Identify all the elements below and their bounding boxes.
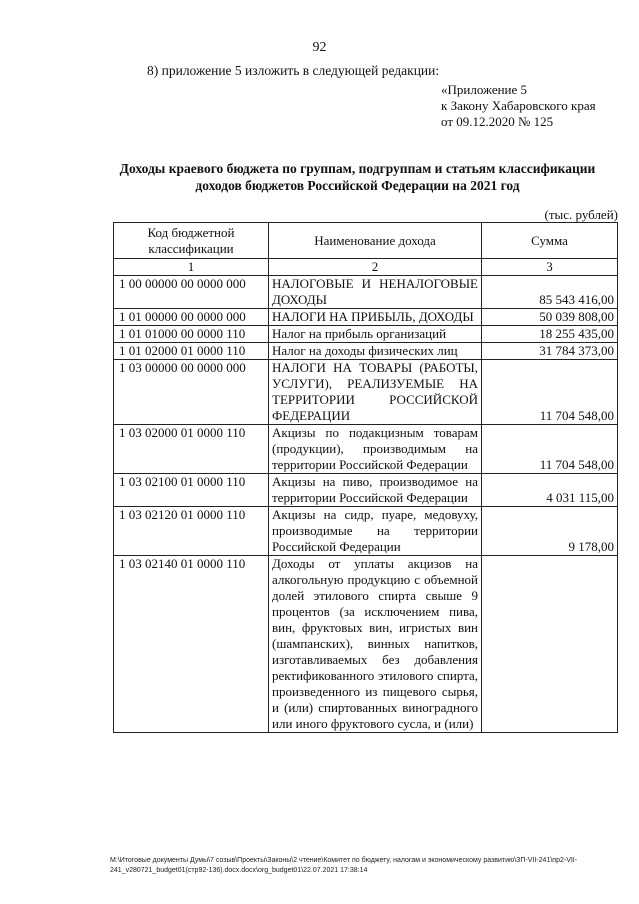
code-cell: 1 03 02000 01 0000 110: [114, 425, 269, 474]
code-cell: 1 03 02100 01 0000 110: [114, 474, 269, 507]
amount-cell: 50 039 808,00: [482, 309, 618, 326]
amount-cell: 31 784 373,00: [482, 343, 618, 360]
column-number-row: [114, 259, 618, 276]
table-row: [114, 360, 618, 425]
table-row: [114, 556, 618, 733]
income-name-cell: Акцизы по подакцизным товарам (продукции), производимым на территории Российской Федерации: [269, 425, 482, 474]
income-name-cell: Налог на доходы физических лиц: [269, 343, 482, 360]
code-cell: 1 03 02140 01 0000 110: [114, 556, 269, 733]
table-header-row: [114, 223, 618, 259]
amount-cell: 4 031 115,00: [482, 474, 618, 507]
code-cell: 1 03 00000 00 0000 000: [114, 360, 269, 425]
column-number: 1: [114, 259, 269, 276]
header-sum: Сумма: [482, 223, 618, 259]
table-row: [114, 276, 618, 309]
code-cell: 1 00 00000 00 0000 000: [114, 276, 269, 309]
appendix-reference: [441, 82, 596, 130]
column-number: 3: [482, 259, 618, 276]
income-name-cell: Акцизы на сидр, пуаре, медовуху, производимые на территории Российской Федерации: [269, 507, 482, 556]
column-number: 2: [269, 259, 482, 276]
amount-cell: 11 704 548,00: [482, 360, 618, 425]
document-title: [95, 160, 620, 194]
table-row: [114, 309, 618, 326]
header-code: Код бюджетной классификации: [114, 223, 269, 259]
table-row: [114, 425, 618, 474]
code-cell: 1 01 00000 00 0000 000: [114, 309, 269, 326]
amendment-instruction: 8) приложение 5 изложить в следующей редакции:: [147, 63, 440, 78]
table-row: [114, 326, 618, 343]
amount-cell: [482, 556, 618, 733]
amount-cell: 85 543 416,00: [482, 276, 618, 309]
appendix-line-1: «Приложение 5: [441, 82, 528, 97]
amount-cell: 9 178,00: [482, 507, 618, 556]
table-row: [114, 507, 618, 556]
appendix-line-3: от 09.12.2020 № 125: [441, 114, 554, 129]
code-cell: 1 01 01000 00 0000 110: [114, 326, 269, 343]
amount-cell: 18 255 435,00: [482, 326, 618, 343]
income-name-cell: Налог на прибыль организаций: [269, 326, 482, 343]
appendix-line-2: к Закону Хабаровского края: [441, 98, 596, 113]
table-row: [114, 474, 618, 507]
page-number: 92: [312, 40, 327, 55]
amount-cell: 11 704 548,00: [482, 425, 618, 474]
title-line-1: Доходы краевого бюджета по группам, подгруппам и статьям классификации: [119, 161, 596, 176]
income-table: [113, 222, 618, 733]
income-name-cell: Доходы от уплаты акцизов на алкогольную продукцию с объемной долей этилового спирта свыше 9 процентов (за исключением пива, вин, фруктовых вин, игристых вин (шампанских), винных напитков, изготавливаемых без добавления ректификованного этилового спирта, произведенного из пищевого сырья, и (или) спиртованных виноградного или иного фруктового сусла, и (или): [269, 556, 482, 733]
table-body: [114, 276, 618, 733]
code-cell: 1 01 02000 01 0000 110: [114, 343, 269, 360]
income-name-cell: Акцизы на пиво, производимое на территории Российской Федерации: [269, 474, 482, 507]
title-line-2: доходов бюджетов Российской Федерации на 2021 год: [195, 178, 520, 193]
units-label: (тыс. рублей): [544, 207, 618, 222]
table-row: [114, 343, 618, 360]
code-cell: 1 03 02120 01 0000 110: [114, 507, 269, 556]
header-name: Наименование дохода: [269, 223, 482, 259]
income-name-cell: НАЛОГОВЫЕ И НЕНАЛОГОВЫЕ ДОХОДЫ: [269, 276, 482, 309]
income-name-cell: НАЛОГИ НА ПРИБЫЛЬ, ДОХОДЫ: [269, 309, 482, 326]
file-path-footer: M:\Итоговые документы Думы\7 созыв\Проекты\Законы\2 чтение\Комитет по бюджету, налогам и экономическому развитию\ЗП-VII-241\пр2-VII-241_v280721_budget01(стр92-136).docx.docx\org_budget01\22.07.2021 17:38:14: [110, 857, 578, 874]
income-name-cell: НАЛОГИ НА ТОВАРЫ (РАБОТЫ, УСЛУГИ), РЕАЛИЗУЕМЫЕ НА ТЕРРИТОРИИ РОССИЙСКОЙ ФЕДЕРАЦИИ: [269, 360, 482, 425]
